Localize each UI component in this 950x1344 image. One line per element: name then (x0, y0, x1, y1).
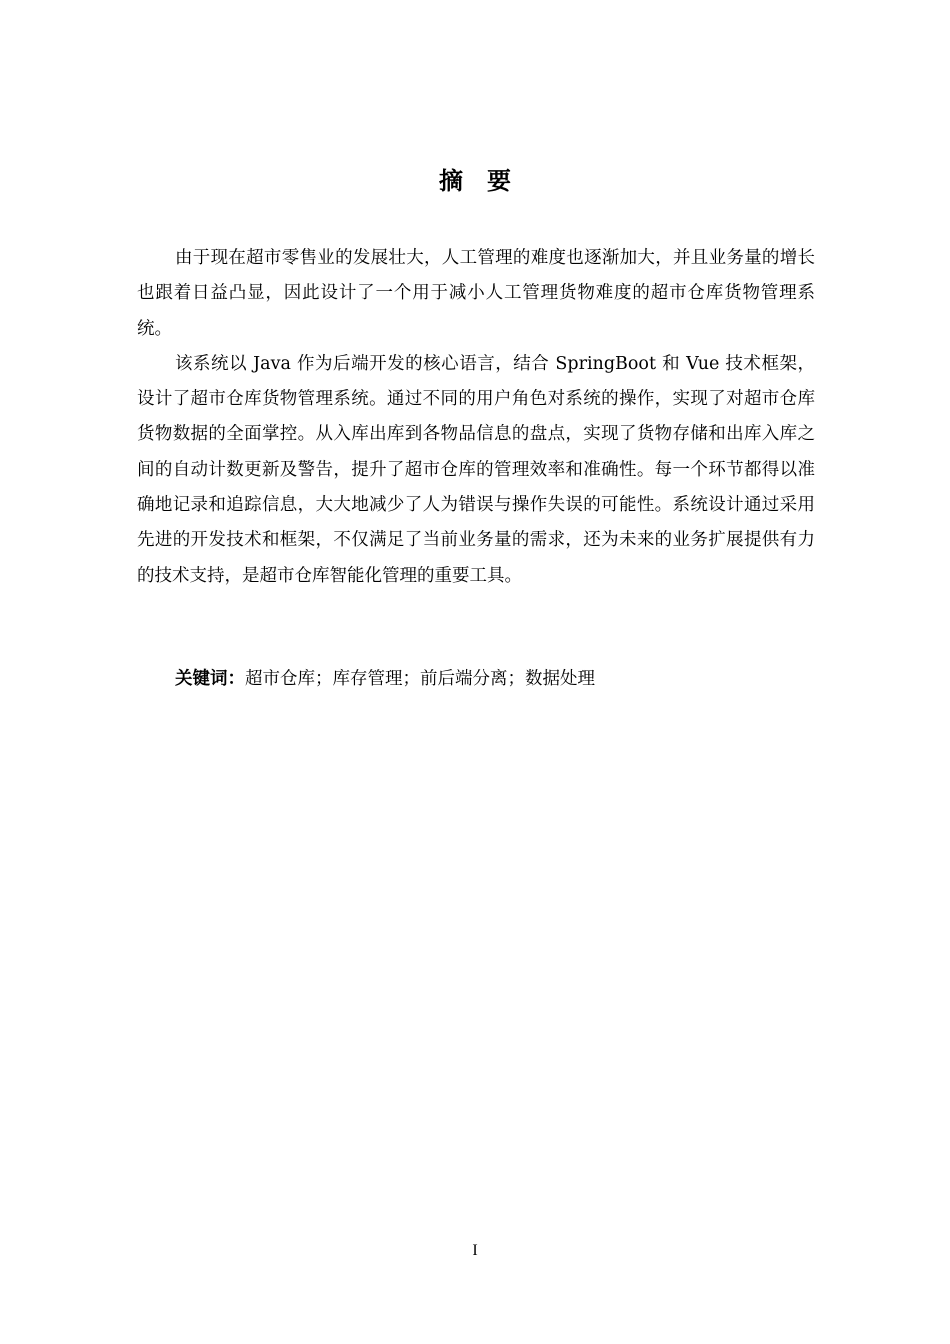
abstract-paragraph-2: 该系统以 Java 作为后端开发的核心语言，结合 SpringBoot 和 Vue 技术框架，设计了超市仓库货物管理系统。通过不同的用户角色对系统的操作，实现了对超市仓库货物数据的全面掌控。从入库出库到各物品信息的盘点，实现了货物存储和出库入库之间的自动计数更新及警告，提升了超市仓库的管理效率和准确性。每一个环节都得以准确地记录和追踪信息，大大地减少了人为错误与操作失误的可能性。系统设计通过采用先进的开发技术和框架，不仅满足了当前业务量的需求，还为未来的业务扩展提供有力的技术支持，是超市仓库智能化管理的重要工具。 (137, 353, 815, 586)
abstract-title: 摘要 (439, 167, 535, 195)
page-number: I (472, 1242, 478, 1259)
keywords-line (175, 662, 595, 697)
abstract-paragraph-1: 由于现在超市零售业的发展壮大，人工管理的难度也逐渐加大，并且业务量的增长也跟着日益凸显，因此设计了一个用于减小人工管理货物难度的超市仓库货物管理系统。 (137, 248, 815, 339)
keywords-text: 超市仓库；库存管理；前后端分离；数据处理 (245, 669, 595, 689)
keywords-label: 关键词： (175, 669, 245, 689)
abstract-body (137, 241, 815, 594)
